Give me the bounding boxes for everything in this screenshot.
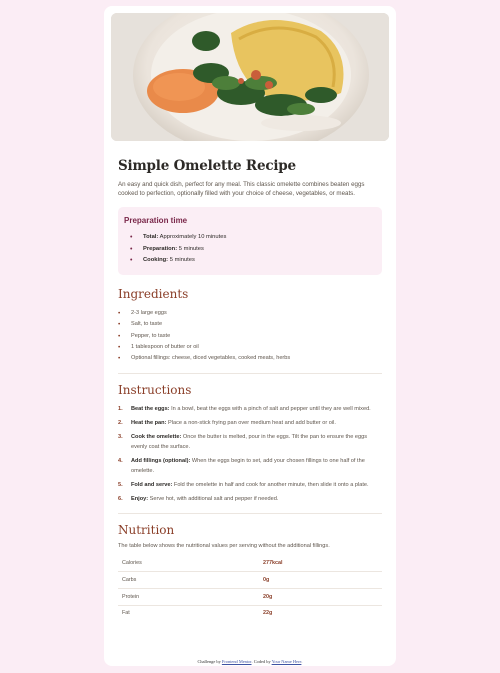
table-row <box>118 555 382 571</box>
instruction-step <box>118 480 382 491</box>
prep-item-total <box>130 232 374 244</box>
list-item: • Salt, to taste <box>118 319 382 330</box>
step-label: Add fillings (optional): <box>131 457 191 464</box>
step-number: 1. <box>118 406 123 413</box>
instruction-step <box>118 456 382 477</box>
instruction-step <box>118 418 382 429</box>
prep-value: Approximately 10 minutes <box>159 234 227 241</box>
step-text: Serve hot, with additional salt and pepper if needed. <box>149 495 279 502</box>
step-label: Enjoy: <box>131 495 149 502</box>
table-row <box>118 588 382 605</box>
nutrient-value: 0g <box>259 572 382 589</box>
list-item: • 1 tablespoon of butter or oil <box>118 342 382 353</box>
nutrient-value: 20g <box>259 588 382 605</box>
prep-label: Cooking: <box>143 257 169 264</box>
instruction-step <box>118 432 382 453</box>
preparation-heading: Preparation time <box>124 216 188 226</box>
step-text: Once the butter is melted, pour in the eggs. Tilt the pan to ensure the eggs evenly coat the surface. <box>131 433 368 451</box>
step-number: 6. <box>118 495 123 502</box>
table-row <box>118 605 382 621</box>
recipe-title: Simple Omelette Recipe <box>118 158 296 174</box>
author-link[interactable]: Your Name Here <box>271 659 302 664</box>
footer-text: . <box>301 659 303 664</box>
nutrition-section <box>118 523 382 621</box>
prep-value: 5 minutes <box>178 245 204 252</box>
instructions-section <box>118 383 382 504</box>
omelette-photo <box>111 13 389 141</box>
list-item: • 2-3 large eggs <box>118 308 382 319</box>
footer-text: Challenge by <box>197 659 222 664</box>
step-label: Heat the pan: <box>131 420 167 427</box>
attribution-footer <box>104 659 396 664</box>
nutrition-intro: The table below shows the nutritional values per serving without the additional fillings. <box>118 543 330 550</box>
nutrient-value: 22g <box>263 610 273 617</box>
step-text: Fold the omelette in half and cook for another minute, then slide it onto a plate. <box>173 482 369 489</box>
nutrient-label: Calories <box>118 555 259 571</box>
step-label: Beat the eggs: <box>131 406 170 413</box>
frontend-mentor-link[interactable]: Frontend Mentor <box>221 659 252 664</box>
divider <box>118 373 382 374</box>
nutrition-heading: Nutrition <box>118 523 175 538</box>
step-label: Cook the omelette: <box>131 433 182 440</box>
step-text: When the eggs begin to set, add your chosen fillings to one half of the omelette. <box>131 457 365 475</box>
step-number: 3. <box>118 433 123 440</box>
nutrient-label: Carbs <box>118 572 259 589</box>
footer-text: . Coded by <box>251 659 272 664</box>
prep-value: 5 minutes <box>169 257 195 264</box>
ingredients-list <box>118 308 382 364</box>
recipe-card <box>104 6 396 666</box>
list-item: • Optional fillings: cheese, diced vegetables, cooked meats, herbs <box>118 353 382 364</box>
prep-item-cooking <box>130 255 374 267</box>
nutrition-table <box>118 555 382 621</box>
nutrient-value: 277kcal <box>259 555 382 571</box>
step-text: In a bowl, beat the eggs with a pinch of salt and pepper until they are well mixed. <box>171 406 371 413</box>
recipe-content <box>118 158 382 621</box>
prep-item-preparation <box>130 244 374 256</box>
step-label: Fold and serve: <box>131 482 173 489</box>
instruction-step <box>118 494 382 505</box>
step-number: 4. <box>118 457 123 464</box>
preparation-list <box>124 232 374 267</box>
table-row <box>118 572 382 589</box>
nutrient-label: Fat <box>122 610 130 617</box>
nutrient-label: Protein <box>118 588 259 605</box>
prep-label: Preparation: <box>143 245 178 252</box>
preparation-time-box <box>118 207 382 275</box>
instruction-step <box>118 404 382 415</box>
step-number: 5. <box>118 482 123 489</box>
list-item: • Pepper, to taste <box>118 331 382 342</box>
step-number: 2. <box>118 420 123 427</box>
instructions-heading: Instructions <box>118 383 192 398</box>
prep-label: Total: <box>143 234 159 241</box>
instructions-list <box>118 404 382 504</box>
recipe-intro: An easy and quick dish, perfect for any meal. This classic omelette combines beaten eggs cooked to perfection, optionally filled with your choice of cheese, vegetables, or meats. <box>118 181 365 197</box>
ingredients-section <box>118 287 382 364</box>
ingredients-heading: Ingredients <box>118 286 189 301</box>
step-text: Place a non-stick frying pan over medium heat and add butter or oil. <box>168 420 336 427</box>
divider <box>118 513 382 514</box>
omelette-plate-illustration <box>111 13 389 141</box>
